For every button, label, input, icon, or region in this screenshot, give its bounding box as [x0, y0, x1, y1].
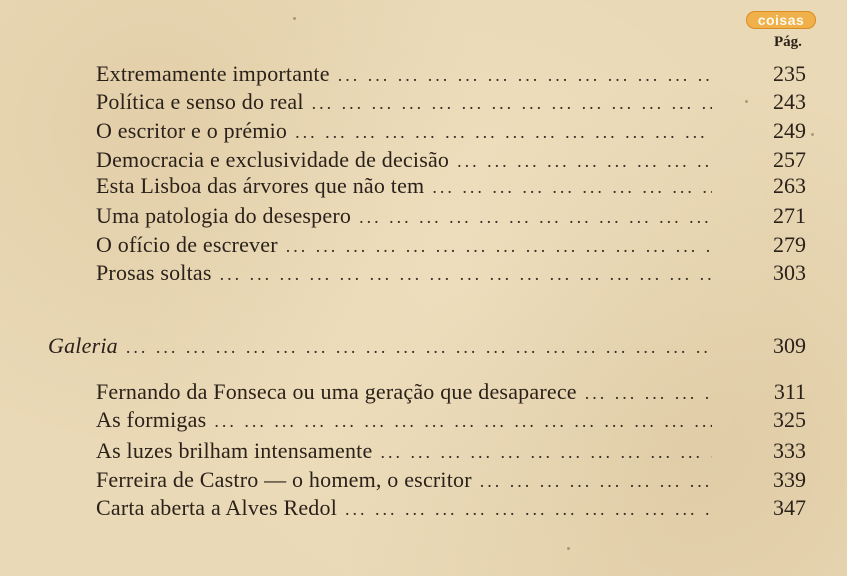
paper-speck	[811, 133, 814, 136]
leader-dots	[457, 147, 712, 175]
toc-entry-page: 339	[773, 467, 806, 492]
paper-speck	[293, 17, 296, 20]
toc-entry	[96, 494, 806, 522]
toc-entry	[96, 406, 806, 434]
leader-dots	[338, 61, 712, 89]
leader-dots	[380, 438, 712, 466]
toc-entry-page: 249	[773, 118, 806, 143]
toc-entry-page: 333	[773, 438, 806, 463]
leader-dots	[345, 495, 712, 523]
leader-dots	[312, 89, 712, 117]
toc-entry	[96, 259, 806, 287]
toc-entry-page: 235	[773, 61, 806, 86]
section-page: 309	[773, 333, 806, 358]
paper-speck	[567, 547, 570, 550]
toc-section-heading	[48, 332, 806, 360]
paper-speck	[745, 100, 748, 103]
toc-entry	[96, 60, 806, 88]
toc-entry-page: 311	[773, 379, 806, 404]
leader-dots	[220, 260, 712, 288]
page-column-header: Pág.	[774, 34, 802, 50]
toc-entry-title: Carta aberta a Alves Redol	[96, 495, 338, 520]
toc-entry	[96, 117, 806, 145]
toc-entry	[96, 466, 806, 494]
toc-entry-title: Extremamente importante	[96, 61, 330, 86]
leader-dots	[359, 203, 712, 231]
toc-entry-title: As luzes brilham intensamente	[96, 438, 373, 463]
toc-entry-title: Esta Lisboa das árvores que não tem	[96, 173, 425, 198]
toc-entry-title: Fernando da Fonseca ou uma geração que desaparece	[96, 379, 577, 404]
toc-entry-page: 271	[773, 203, 806, 228]
toc-entry-title: Uma patologia do desespero	[96, 203, 352, 228]
toc-entry	[96, 231, 806, 259]
toc-entry-title: As formigas	[96, 407, 207, 432]
toc-entry-page: 325	[773, 407, 806, 432]
toc-entry-page: 243	[773, 89, 806, 114]
toc-entry	[96, 202, 806, 230]
toc-entry-title: O ofício de escrever	[96, 232, 278, 257]
leader-dots	[214, 407, 712, 435]
toc-entry-page: 263	[773, 173, 806, 198]
leader-dots	[585, 379, 712, 407]
leader-dots	[480, 467, 712, 495]
watermark-text: coisas	[757, 12, 805, 28]
toc-entry	[96, 172, 806, 200]
toc-entry	[96, 378, 806, 406]
leader-dots	[432, 173, 712, 201]
section-title: Galeria	[48, 333, 118, 358]
leader-dots	[295, 118, 712, 146]
toc-entry-title: O escritor e o prémio	[96, 118, 288, 143]
toc-entry-page: 279	[773, 232, 806, 257]
leader-dots	[126, 333, 712, 361]
toc-entry	[96, 88, 806, 116]
toc-entry-title: Política e senso do real	[96, 89, 304, 114]
toc-entry-title: Ferreira de Castro — o homem, o escritor	[96, 467, 472, 492]
toc-entry-title: Prosas soltas	[96, 260, 212, 285]
toc-entry	[96, 146, 806, 174]
toc-entry-page: 303	[773, 260, 806, 285]
leader-dots	[286, 232, 712, 260]
site-watermark-logo	[746, 11, 816, 29]
toc-entry-page: 347	[773, 495, 806, 520]
toc-entry	[96, 437, 806, 465]
toc-entry-title: Democracia e exclusividade de decisão	[96, 147, 450, 172]
toc-entry-page: 257	[773, 147, 806, 172]
